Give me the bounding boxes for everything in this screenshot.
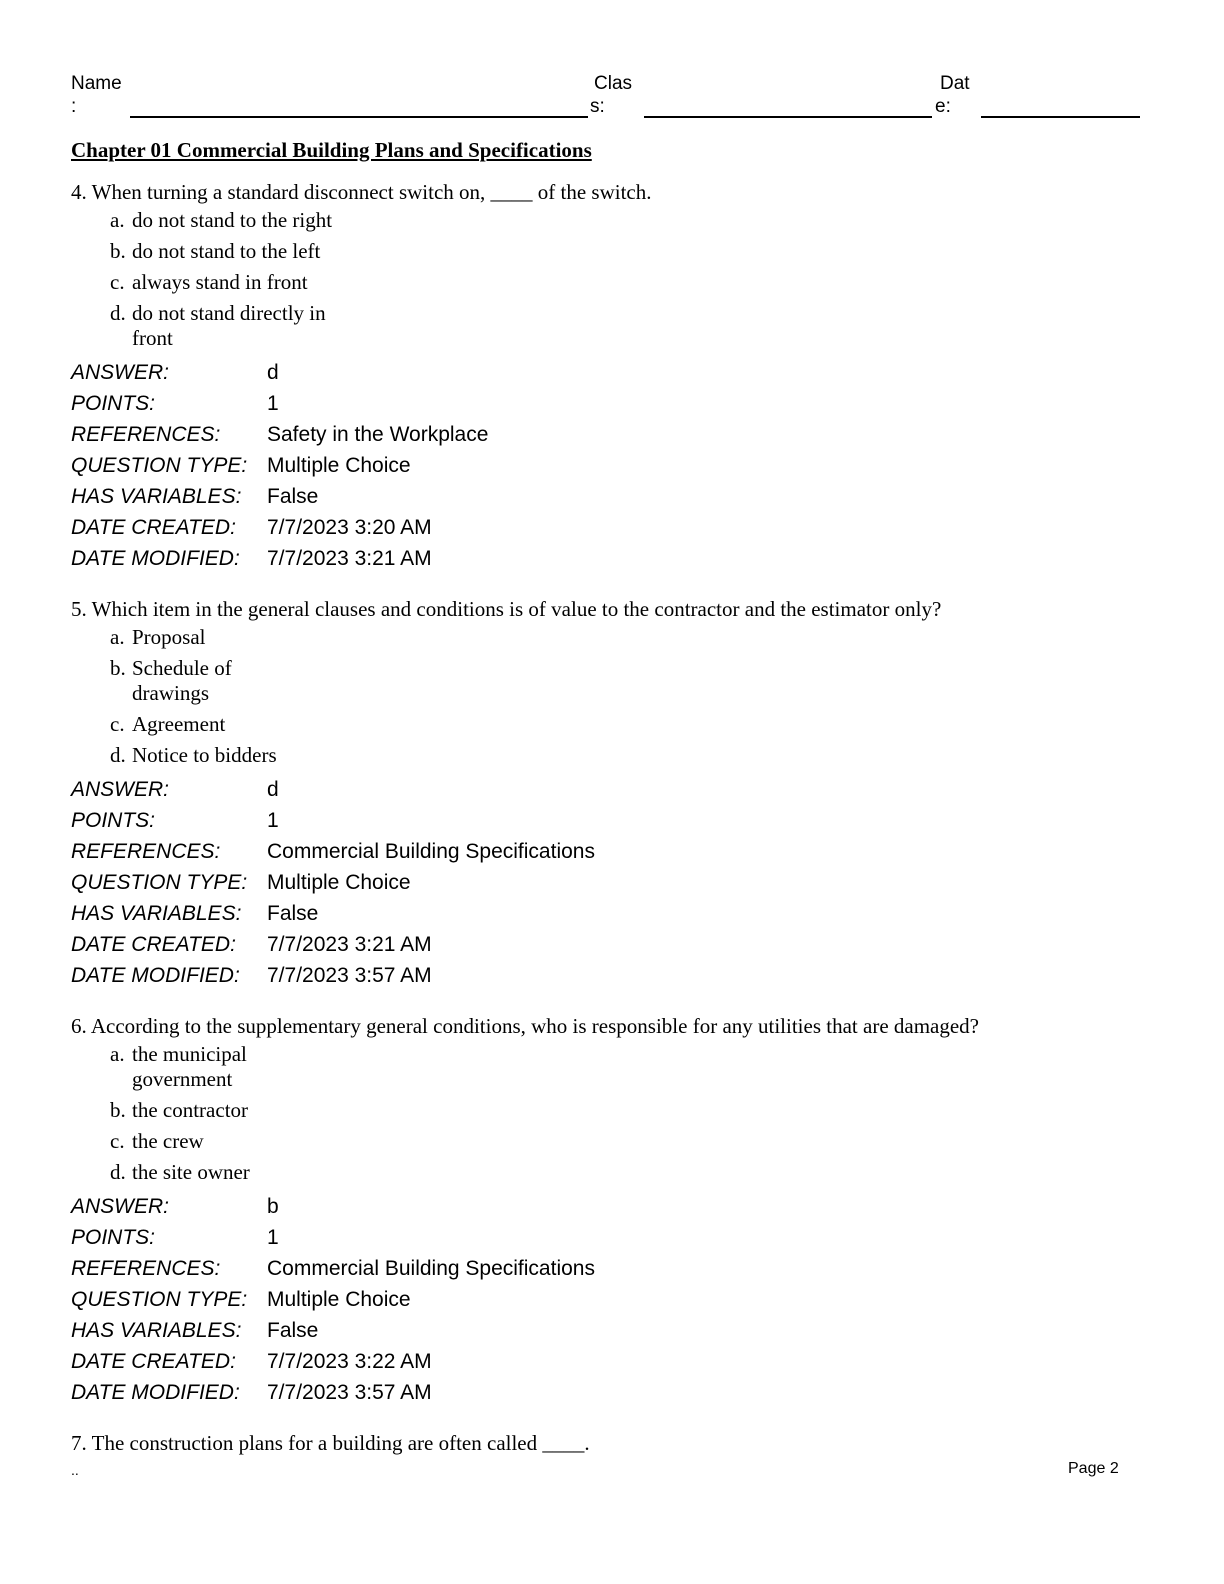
date-created-row: [71, 929, 1151, 960]
has-variables-value: False: [267, 902, 319, 925]
date-created-label: DATE CREATED:: [71, 1350, 236, 1373]
date-modified-label: DATE MODIFIED:: [71, 964, 240, 987]
choice-letter: c.: [110, 1129, 125, 1153]
references-value: Safety in the Workplace: [267, 423, 489, 446]
choice-d: [110, 1160, 1151, 1185]
points-value: 1: [267, 392, 279, 415]
date-created-value: 7/7/2023 3:20 AM: [267, 516, 432, 539]
choice-a: [110, 625, 1151, 650]
choice-c: [110, 270, 1151, 295]
choice-letter: a.: [110, 1042, 125, 1066]
points-row: [71, 805, 1151, 836]
name-label-top: Name: [71, 73, 122, 94]
question-6: [71, 1012, 1151, 1408]
references-row: [71, 419, 1151, 450]
choice-c: [110, 712, 1151, 737]
class-label-bottom: s:: [590, 96, 605, 117]
date-label-top: Dat: [940, 73, 970, 94]
choice-text: Proposal: [132, 625, 206, 649]
choice-letter: a.: [110, 208, 125, 232]
answer-value: b: [267, 1195, 279, 1218]
points-value: 1: [267, 1226, 279, 1249]
has-variables-row: [71, 1315, 1151, 1346]
question-metadata: [71, 774, 1151, 991]
question-stem: 6. According to the supplementary general conditions, who is responsible for any utilities that are damaged?: [71, 1014, 980, 1038]
chapter-title: Chapter 01 Commercial Building Plans and Specifications: [71, 138, 592, 162]
choice-letter: c.: [110, 270, 125, 294]
choice-d: [110, 301, 1151, 351]
date-created-row: [71, 512, 1151, 543]
choice-list: [71, 625, 1151, 768]
question-type-label: QUESTION TYPE:: [71, 1288, 248, 1311]
points-value: 1: [267, 809, 279, 832]
question-type-label: QUESTION TYPE:: [71, 454, 248, 477]
answer-value: d: [267, 778, 279, 801]
date-modified-row: [71, 960, 1151, 991]
choice-letter: c.: [110, 712, 125, 736]
choice-text: do not stand to the right: [132, 208, 333, 232]
choice-b: [110, 1098, 1151, 1123]
name-blank-line[interactable]: [130, 116, 588, 118]
choice-letter: b.: [110, 1098, 126, 1122]
footer-dots: ..: [71, 1462, 79, 1478]
choice-letter: a.: [110, 625, 125, 649]
question-4: [71, 178, 1151, 574]
answer-row: [71, 774, 1151, 805]
answer-label: ANSWER:: [71, 778, 170, 801]
choice-b: [110, 239, 1151, 264]
choice-text: Schedule of drawings: [132, 656, 232, 705]
page-number: Page 2: [1068, 1460, 1119, 1477]
choice-text: the municipal government: [132, 1042, 247, 1091]
has-variables-row: [71, 898, 1151, 929]
question-stem: 5. Which item in the general clauses and conditions is of value to the contractor and the estimator only?: [71, 597, 942, 621]
question-type-row: [71, 867, 1151, 898]
date-modified-label: DATE MODIFIED:: [71, 1381, 240, 1404]
choice-d: [110, 743, 1151, 768]
choice-a: [110, 208, 1151, 233]
choice-letter: d.: [110, 743, 126, 767]
references-label: REFERENCES:: [71, 840, 221, 863]
question-stem: 4. When turning a standard disconnect switch on, ____ of the switch.: [71, 180, 652, 204]
references-row: [71, 1253, 1151, 1284]
choice-text: do not stand directly in front: [132, 301, 326, 350]
date-modified-value: 7/7/2023 3:57 AM: [267, 1381, 432, 1404]
question-type-row: [71, 450, 1151, 481]
question-metadata: [71, 357, 1151, 574]
choice-text: Notice to bidders: [132, 743, 277, 767]
choice-text: always stand in front: [132, 270, 308, 294]
date-modified-label: DATE MODIFIED:: [71, 547, 240, 570]
choice-text: the crew: [132, 1129, 204, 1153]
choice-b: [110, 656, 1151, 706]
date-created-label: DATE CREATED:: [71, 933, 236, 956]
answer-value: d: [267, 361, 279, 384]
points-label: POINTS:: [71, 809, 156, 832]
date-modified-row: [71, 543, 1151, 574]
date-modified-value: 7/7/2023 3:21 AM: [267, 547, 432, 570]
date-blank-line[interactable]: [981, 116, 1140, 118]
answer-label: ANSWER:: [71, 361, 170, 384]
question-type-row: [71, 1284, 1151, 1315]
question-type-label: QUESTION TYPE:: [71, 871, 248, 894]
points-row: [71, 388, 1151, 419]
references-row: [71, 836, 1151, 867]
date-created-value: 7/7/2023 3:22 AM: [267, 1350, 432, 1373]
class-blank-line[interactable]: [644, 116, 932, 118]
date-modified-row: [71, 1377, 1151, 1408]
has-variables-row: [71, 481, 1151, 512]
points-row: [71, 1222, 1151, 1253]
date-created-value: 7/7/2023 3:21 AM: [267, 933, 432, 956]
has-variables-label: HAS VARIABLES:: [71, 1319, 242, 1342]
has-variables-label: HAS VARIABLES:: [71, 485, 242, 508]
date-modified-value: 7/7/2023 3:57 AM: [267, 964, 432, 987]
references-label: REFERENCES:: [71, 423, 221, 446]
date-label-bottom: e:: [935, 96, 951, 117]
choice-letter: d.: [110, 1160, 126, 1184]
answer-row: [71, 1191, 1151, 1222]
choice-letter: b.: [110, 656, 126, 680]
choice-letter: d.: [110, 301, 126, 325]
question-7: [71, 1429, 1151, 1457]
date-created-row: [71, 1346, 1151, 1377]
question-type-value: Multiple Choice: [267, 454, 411, 477]
choice-a: [110, 1042, 1151, 1092]
choice-list: [71, 1042, 1151, 1185]
question-type-value: Multiple Choice: [267, 1288, 411, 1311]
points-label: POINTS:: [71, 392, 156, 415]
choice-letter: b.: [110, 239, 126, 263]
date-created-label: DATE CREATED:: [71, 516, 236, 539]
choice-text: do not stand to the left: [132, 239, 321, 263]
points-label: POINTS:: [71, 1226, 156, 1249]
choice-c: [110, 1129, 1151, 1154]
class-label-top: Clas: [594, 73, 633, 94]
has-variables-label: HAS VARIABLES:: [71, 902, 242, 925]
references-label: REFERENCES:: [71, 1257, 221, 1280]
has-variables-value: False: [267, 1319, 319, 1342]
has-variables-value: False: [267, 485, 319, 508]
question-5: [71, 595, 1151, 991]
question-type-value: Multiple Choice: [267, 871, 411, 894]
question-metadata: [71, 1191, 1151, 1408]
references-value: Commercial Building Specifications: [267, 1257, 595, 1280]
choice-text: Agreement: [132, 712, 226, 736]
references-value: Commercial Building Specifications: [267, 840, 595, 863]
question-stem: 7. The construction plans for a building are often called ____.: [71, 1431, 590, 1455]
choice-list: [71, 208, 1151, 351]
answer-label: ANSWER:: [71, 1195, 170, 1218]
name-label-bottom: :: [71, 96, 77, 117]
choice-text: the contractor: [132, 1098, 249, 1122]
answer-row: [71, 357, 1151, 388]
choice-text: the site owner: [132, 1160, 250, 1184]
